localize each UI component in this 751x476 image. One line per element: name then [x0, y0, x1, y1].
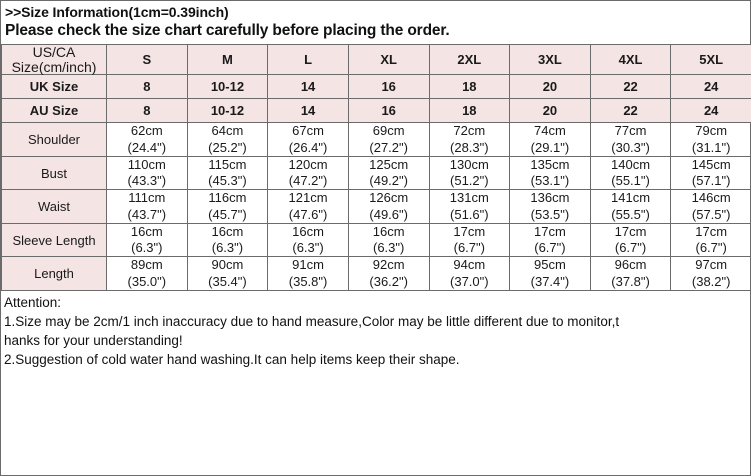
- attention-notes: [1, 291, 750, 370]
- shoulder-l-cm: 67cm: [292, 123, 324, 139]
- row-label-shoulder: Shoulder: [2, 123, 107, 157]
- row-label-au-size: AU Size: [2, 99, 107, 123]
- bust-5xl-cm: 145cm: [691, 156, 731, 172]
- au-size-5xl: 24: [671, 99, 751, 123]
- au-size-2xl: 18: [429, 99, 510, 123]
- bust-3xl-inch: (53.1"): [530, 173, 570, 189]
- sleeve-length-5xl-inch: (6.7"): [695, 240, 727, 256]
- bust-3xl: [510, 156, 591, 190]
- sleeve-length-xl-cm: 16cm: [372, 223, 405, 239]
- bust-m: [187, 156, 268, 190]
- sleeve-length-3xl: [510, 223, 591, 257]
- bust-l-inch: (47.2"): [288, 173, 328, 189]
- uk-size-2xl: 18: [429, 75, 510, 99]
- shoulder-2xl-inch: (28.3"): [450, 139, 489, 155]
- waist-xl-cm: 126cm: [369, 190, 409, 206]
- waist-2xl: [429, 190, 510, 224]
- length-m-cm: 90cm: [211, 257, 244, 273]
- waist-3xl-cm: 136cm: [530, 190, 570, 206]
- waist-l: [268, 190, 349, 224]
- usca-label-line2: Size(cm/inch): [11, 58, 97, 75]
- sleeve-length-4xl-cm: 17cm: [614, 223, 647, 239]
- table-row-bust: [2, 156, 751, 190]
- bust-l: [268, 156, 349, 190]
- sleeve-length-l: [268, 223, 349, 257]
- uk-size-4xl: 22: [590, 75, 671, 99]
- length-l-inch: (35.8"): [288, 273, 328, 289]
- length-l: [268, 257, 349, 291]
- shoulder-s-inch: (24.4"): [127, 139, 167, 155]
- shoulder-4xl-inch: (30.3"): [611, 139, 650, 155]
- length-5xl-cm: 97cm: [695, 257, 728, 273]
- length-4xl-inch: (37.8"): [611, 273, 650, 289]
- length-xl-inch: (36.2"): [369, 273, 408, 289]
- waist-m-inch: (45.7"): [208, 206, 247, 222]
- shoulder-2xl-cm: 72cm: [453, 123, 486, 139]
- shoulder-s: [107, 123, 188, 157]
- length-2xl-cm: 94cm: [453, 257, 486, 273]
- waist-3xl: [510, 190, 591, 224]
- waist-s: [107, 190, 188, 224]
- length-5xl-inch: (38.2"): [691, 273, 731, 289]
- sleeve-length-m: [187, 223, 268, 257]
- au-size-4xl: 22: [590, 99, 671, 123]
- table-row-length: [2, 257, 751, 291]
- waist-2xl-inch: (51.6"): [450, 206, 489, 222]
- attention-line-1: 1.Size may be 2cm/1 inch inaccuracy due to hand measure,Color may be little different due to monitor,t: [4, 314, 620, 330]
- bust-s-inch: (43.3"): [127, 173, 167, 189]
- length-2xl: [429, 257, 510, 291]
- sleeve-length-3xl-inch: (6.7"): [534, 240, 566, 256]
- shoulder-5xl: [671, 123, 751, 157]
- shoulder-2xl: [429, 123, 510, 157]
- column-header-s: S: [107, 45, 188, 75]
- length-3xl-cm: 95cm: [534, 257, 566, 273]
- column-header-l: L: [268, 45, 349, 75]
- au-size-3xl: 20: [510, 99, 591, 123]
- column-header-4xl: 4XL: [590, 45, 671, 75]
- waist-xl: [348, 190, 429, 224]
- table-row-waist: [2, 190, 751, 224]
- shoulder-s-cm: 62cm: [130, 123, 163, 139]
- size-chart-table: [1, 44, 751, 291]
- length-4xl: [590, 257, 671, 291]
- shoulder-xl-cm: 69cm: [372, 123, 405, 139]
- size-information-heading: >>Size Information(1cm=0.39inch): [5, 4, 229, 20]
- shoulder-m-inch: (25.2"): [208, 139, 247, 155]
- length-4xl-cm: 96cm: [614, 257, 647, 273]
- uk-size-l: 14: [268, 75, 349, 99]
- waist-5xl: [671, 190, 751, 224]
- sleeve-length-5xl: [671, 223, 751, 257]
- column-header-5xl: 5XL: [671, 45, 751, 75]
- row-label-length: Length: [2, 257, 107, 291]
- shoulder-3xl-inch: (29.1"): [530, 139, 570, 155]
- attention-title: Attention:: [4, 294, 62, 310]
- au-size-s: 8: [107, 99, 188, 123]
- au-size-xl: 16: [348, 99, 429, 123]
- bust-2xl-cm: 130cm: [449, 156, 489, 172]
- sleeve-length-5xl-cm: 17cm: [695, 223, 728, 239]
- au-size-l: 14: [268, 99, 349, 123]
- column-header-xl: XL: [348, 45, 429, 75]
- bust-5xl-inch: (57.1"): [691, 173, 731, 189]
- sleeve-length-4xl: [590, 223, 671, 257]
- bust-3xl-cm: 135cm: [530, 156, 570, 172]
- sleeve-length-s-cm: 16cm: [130, 223, 163, 239]
- sleeve-length-2xl-cm: 17cm: [453, 223, 486, 239]
- length-m: [187, 257, 268, 291]
- shoulder-l: [268, 123, 349, 157]
- shoulder-xl-inch: (27.2"): [369, 139, 408, 155]
- bust-m-inch: (45.3"): [208, 173, 247, 189]
- table-row-shoulder: [2, 123, 751, 157]
- column-header-m: M: [187, 45, 268, 75]
- waist-l-inch: (47.6"): [288, 206, 328, 222]
- shoulder-l-inch: (26.4"): [288, 139, 328, 155]
- bust-l-cm: 120cm: [288, 156, 328, 172]
- column-header-3xl: 3XL: [510, 45, 591, 75]
- shoulder-5xl-cm: 79cm: [695, 123, 728, 139]
- column-header-2xl: 2XL: [429, 45, 510, 75]
- bust-4xl: [590, 156, 671, 190]
- length-3xl: [510, 257, 591, 291]
- waist-3xl-inch: (53.5"): [530, 206, 570, 222]
- bust-s-cm: 110cm: [127, 156, 166, 172]
- waist-2xl-cm: 131cm: [449, 190, 489, 206]
- bust-xl: [348, 156, 429, 190]
- sleeve-length-m-cm: 16cm: [211, 223, 244, 239]
- shoulder-m-cm: 64cm: [211, 123, 244, 139]
- length-s: [107, 257, 188, 291]
- waist-s-inch: (43.7"): [127, 206, 167, 222]
- sleeve-length-3xl-cm: 17cm: [534, 223, 566, 239]
- shoulder-3xl: [510, 123, 591, 157]
- waist-4xl-cm: 141cm: [611, 190, 651, 206]
- table-row-column-headers: [2, 45, 751, 75]
- uk-size-5xl: 24: [671, 75, 751, 99]
- row-label-uk-size: UK Size: [2, 75, 107, 99]
- check-size-chart-notice: Please check the size chart carefully before placing the order.: [5, 22, 450, 39]
- row-label-sleeve-length: Sleeve Length: [2, 223, 107, 257]
- sleeve-length-2xl-inch: (6.7"): [453, 240, 485, 256]
- sleeve-length-xl: [348, 223, 429, 257]
- table-row-uk-size: [2, 75, 751, 99]
- waist-5xl-inch: (57.5"): [691, 206, 731, 222]
- sleeve-length-s-inch: (6.3"): [131, 240, 163, 256]
- waist-s-cm: 111cm: [128, 190, 166, 206]
- table-row-sleeve-length: [2, 223, 751, 257]
- shoulder-xl: [348, 123, 429, 157]
- length-3xl-inch: (37.4"): [530, 273, 570, 289]
- waist-5xl-cm: 146cm: [691, 190, 731, 206]
- sleeve-length-m-inch: (6.3"): [211, 240, 244, 256]
- sleeve-length-l-inch: (6.3"): [292, 240, 324, 256]
- usca-label-line1: US/CA: [32, 44, 76, 60]
- waist-m: [187, 190, 268, 224]
- bust-5xl: [671, 156, 751, 190]
- row-label-bust: Bust: [2, 156, 107, 190]
- length-xl-cm: 92cm: [372, 257, 405, 273]
- shoulder-m: [187, 123, 268, 157]
- attention-line-2: 2.Suggestion of cold water hand washing.It can help items keep their shape.: [4, 352, 460, 368]
- bust-m-cm: 115cm: [208, 156, 247, 172]
- uk-size-3xl: 20: [510, 75, 591, 99]
- shoulder-4xl: [590, 123, 671, 157]
- bust-4xl-inch: (55.1"): [611, 173, 650, 189]
- length-m-inch: (35.4"): [208, 273, 247, 289]
- length-xl: [348, 257, 429, 291]
- shoulder-5xl-inch: (31.1"): [691, 139, 731, 155]
- row-label-waist: Waist: [2, 190, 107, 224]
- bust-s: [107, 156, 188, 190]
- waist-4xl: [590, 190, 671, 224]
- waist-m-cm: 116cm: [208, 190, 247, 206]
- waist-4xl-inch: (55.5"): [611, 206, 650, 222]
- sleeve-length-4xl-inch: (6.7"): [614, 240, 647, 256]
- length-2xl-inch: (37.0"): [450, 273, 489, 289]
- bust-xl-inch: (49.2"): [369, 173, 408, 189]
- length-s-cm: 89cm: [130, 257, 163, 273]
- attention-line-1-cont: hanks for your understanding!: [4, 333, 183, 349]
- shoulder-3xl-cm: 74cm: [534, 123, 566, 139]
- size-chart-body: [2, 45, 751, 291]
- uk-size-s: 8: [107, 75, 188, 99]
- au-size-m: 10-12: [187, 99, 268, 123]
- table-row-au-size: [2, 99, 751, 123]
- bust-2xl: [429, 156, 510, 190]
- shoulder-4xl-cm: 77cm: [614, 123, 647, 139]
- sleeve-length-s: [107, 223, 188, 257]
- sleeve-length-l-cm: 16cm: [292, 223, 324, 239]
- length-5xl: [671, 257, 751, 291]
- waist-xl-inch: (49.6"): [369, 206, 408, 222]
- length-s-inch: (35.0"): [127, 273, 167, 289]
- length-l-cm: 91cm: [292, 257, 324, 273]
- bust-xl-cm: 125cm: [369, 156, 409, 172]
- waist-l-cm: 121cm: [288, 190, 328, 206]
- usca-size-header-cell: [2, 45, 107, 75]
- uk-size-xl: 16: [348, 75, 429, 99]
- uk-size-m: 10-12: [187, 75, 268, 99]
- bust-2xl-inch: (51.2"): [450, 173, 489, 189]
- bust-4xl-cm: 140cm: [611, 156, 651, 172]
- sleeve-length-xl-inch: (6.3"): [373, 240, 405, 256]
- sleeve-length-2xl: [429, 223, 510, 257]
